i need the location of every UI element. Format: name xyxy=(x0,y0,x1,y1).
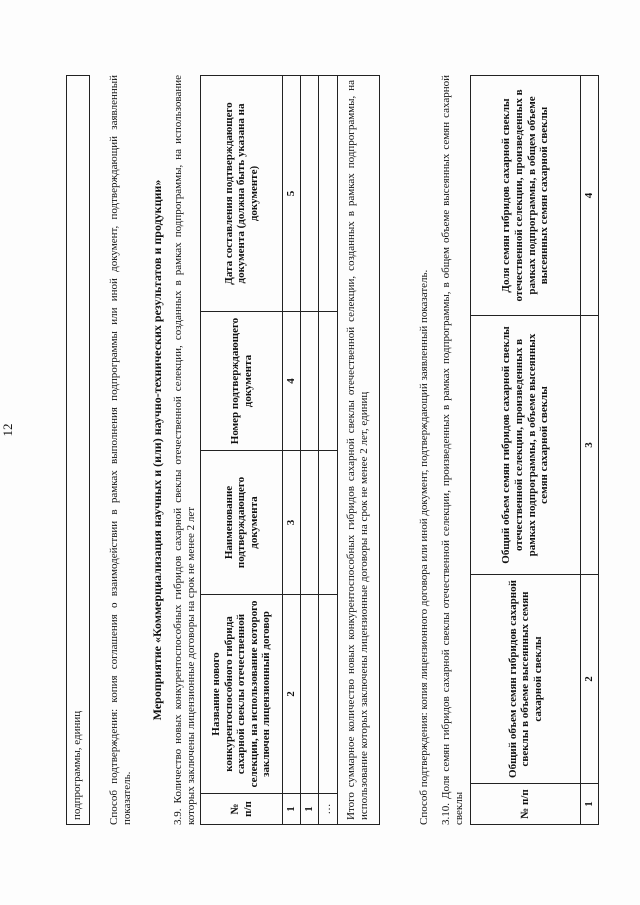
col-num-3: 3 xyxy=(581,316,599,575)
page-number: 12 xyxy=(0,423,15,437)
col-doc-number-header: Номер подтверждающего документа xyxy=(201,312,283,451)
col-hybrid-name-header: Название нового конкурентоспособного гибрида сахарной свеклы отечественной селекции, на использование которого заключен лицензионный договор xyxy=(201,595,283,794)
table-3-9 xyxy=(200,75,380,825)
table-3-10-numbers-row xyxy=(581,76,599,825)
confirmation-text-2: Способ подтверждения: копия лицензионного договора или иной документ, подтверждающий заявленный показатель. xyxy=(418,269,430,825)
col-num-2: 2 xyxy=(581,575,599,784)
top-table-cell: подпрограммы, единиц xyxy=(67,76,90,825)
table-cell xyxy=(301,312,319,451)
table-cell xyxy=(301,451,319,595)
col-number-header: № п/п xyxy=(201,794,283,825)
col-num-2: 2 xyxy=(283,595,301,794)
col-num-1: 1 xyxy=(283,794,301,825)
table-row xyxy=(301,76,319,825)
col-share-header: Доля семян гибридов сахарной свеклы отечественной селекции, произведенных в рамках подпрограммы, в общем объеме высеянных семян сахарной свеклы xyxy=(471,76,581,316)
row-number: 1 xyxy=(301,794,319,825)
col-total-volume-header: Общий объем семян гибридов сахарной свеклы в объеме высеянных семян сахарной свеклы xyxy=(471,575,581,784)
row-ellipsis: … xyxy=(319,794,337,825)
table-cell xyxy=(319,76,337,312)
table-3-9-total-row xyxy=(337,76,379,825)
table-cell xyxy=(319,312,337,451)
table-cell xyxy=(319,451,337,595)
col-doc-date-header: Дата составления подтверждающего документа (должна быть указана на документе) xyxy=(201,76,283,312)
total-text: Итого суммарное количество новых конкурентоспособных гибридов сахарной свеклы отечественной селекции, созданных в рамках подпрограммы, на использование которых заключены лицензионные договоры на срок не менее 2 лет, единиц xyxy=(337,76,379,825)
table-3-9-numbers-row xyxy=(283,76,301,825)
table-3-9-header-row xyxy=(201,76,283,825)
col-num-4: 4 xyxy=(581,76,599,316)
col-doc-name-header: Наименование подтверждающего документа xyxy=(201,451,283,595)
item-3-9-text: 3.9. Количество новых конкурентоспособных гибридов сахарной свеклы отечественной селекции, созданных в рамках подпрограммы, на использование которых заключены лицензионные договоры на срок не менее 2 лет xyxy=(172,75,198,825)
table-cell xyxy=(301,595,319,794)
event-title: Мероприятие «Коммерциализация научных и (или) научно-технических результатов и продукции» xyxy=(150,179,164,721)
col-num-5: 5 xyxy=(283,76,301,312)
col-num-1: 1 xyxy=(581,784,599,825)
table-3-10 xyxy=(470,75,599,825)
col-number-header: № п/п xyxy=(471,784,581,825)
table-cell xyxy=(319,595,337,794)
col-num-3: 3 xyxy=(283,451,301,595)
table-row xyxy=(319,76,337,825)
table-3-10-header-row xyxy=(471,76,581,825)
table-cell xyxy=(301,76,319,312)
confirmation-text-1: Способ подтверждения: копия соглашения о взаимодействии в рамках выполнения подпрограммы или иной документ, подтверждающий заявленный показатель. xyxy=(108,75,134,825)
col-num-4: 4 xyxy=(283,312,301,451)
top-table xyxy=(66,75,90,825)
col-domestic-volume-header: Общий объем семян гибридов сахарной свеклы отечественной селекции, произведенных в рамках подпрограммы, в объеме высеянных семян сахарной свеклы xyxy=(471,316,581,575)
item-3-10-text: 3.10. Доля семян гибридов сахарной свеклы отечественной селекции, произведенных в рамках подпрограммы, в общем объеме высеянных семян сахарной свеклы xyxy=(440,75,466,825)
